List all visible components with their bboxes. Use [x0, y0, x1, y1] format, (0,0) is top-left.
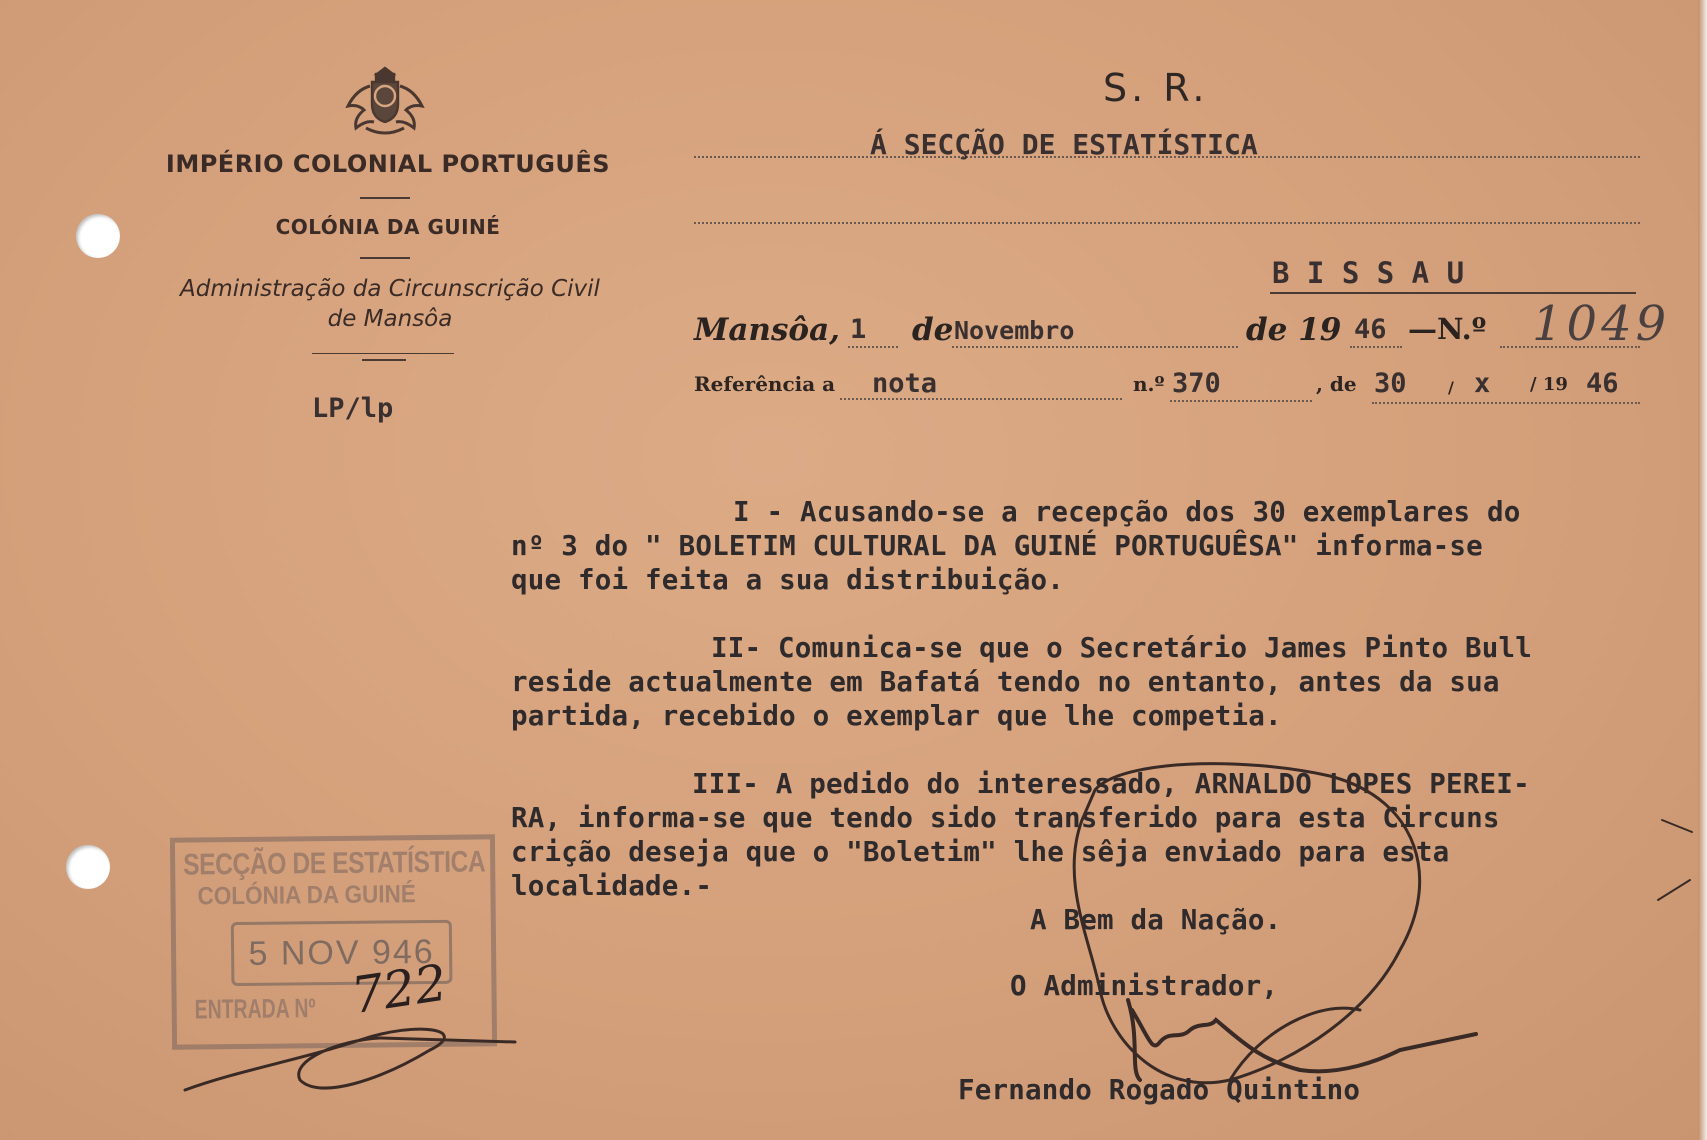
stamp-section: SECÇÃO DE ESTATÍSTICA	[183, 845, 486, 882]
reference-month: x	[1474, 368, 1491, 399]
reference-day: 30	[1374, 368, 1407, 399]
salutation: S. R.	[1103, 66, 1209, 110]
reference-type: nota	[872, 368, 938, 399]
signature	[1128, 1000, 1476, 1080]
paragraph-3-line: localidade.-	[511, 870, 713, 902]
slash: /	[1448, 378, 1454, 397]
stamp-date: 5 NOV 946	[231, 920, 453, 986]
oval-pen-mark	[1074, 764, 1420, 1083]
reference-number: 370	[1172, 368, 1221, 399]
stamp-entry-number: 722	[347, 953, 451, 1026]
number-label: —N.º	[1408, 312, 1487, 346]
document-number: 1049	[1532, 296, 1671, 352]
signatory-title: O Administrador,	[1010, 970, 1279, 1002]
reference-no-label: n.º	[1133, 372, 1165, 396]
empire-heading: IMPÉRIO COLONIAL PORTUGUÊS	[165, 150, 611, 178]
stamp-entry-label: ENTRADA Nº	[194, 993, 316, 1025]
initials: LP/lp	[312, 393, 394, 424]
reference-year-prefix: / 19	[1530, 374, 1568, 395]
day: 1	[850, 314, 867, 345]
reference-label: Referência a	[694, 372, 836, 396]
reference-year: 46	[1586, 368, 1619, 399]
reference-de-label: , de	[1316, 372, 1357, 396]
paragraph-3-line: RA, informa-se que tendo sido transferido para esta Circuns	[511, 802, 1500, 834]
year-label: de 19	[1246, 312, 1342, 348]
signatory-name: Fernando Rogado Quintino	[958, 1074, 1361, 1106]
year: 46	[1354, 314, 1387, 345]
right-edge-mark	[1662, 820, 1692, 832]
administration-line-1: Administração da Circunscrição Civil	[180, 276, 600, 302]
paragraph-2-line: II- Comunica-se que o Secretário James Pinto Bull	[711, 632, 1533, 664]
paragraph-3-line: III- A pedido do interessado, ARNALDO LOPES PEREI-	[692, 768, 1530, 800]
paragraph-1-line: I - Acusando-se a recepção dos 30 exemplares do	[733, 496, 1521, 528]
right-edge-mark	[1658, 880, 1690, 900]
paragraph-1-line: nº 3 do " BOLETIM CULTURAL DA GUINÉ PORTUGUÊSA" informa-se	[511, 530, 1483, 562]
month: Novembro	[954, 316, 1075, 345]
paragraph-2-line: partida, recebido o exemplar que lhe competia.	[511, 700, 1282, 732]
colony-heading: COLÓNIA DA GUINÉ	[275, 215, 501, 239]
closing-motto: A Bem da Nação.	[1030, 904, 1282, 936]
addressee: Á SECÇÃO DE ESTATÍSTICA	[870, 128, 1258, 161]
de-label: de	[912, 312, 954, 348]
paragraph-1-line: que foi feita a sua distribuição.	[511, 564, 1064, 596]
stamp-scribble	[185, 1029, 515, 1090]
paragraph-3-line: crição deseja que o "Boletim" lhe sêja enviado para esta	[511, 836, 1450, 868]
place: Mansôa,	[694, 312, 840, 348]
administration-line-2: de Mansôa	[327, 306, 453, 332]
destination-city: B I S S A U	[1272, 256, 1465, 290]
paragraph-2-line: reside actualmente em Bafatá tendo no entanto, antes da sua	[511, 666, 1500, 698]
stamp-colony: COLÓNIA DA GUINÉ	[197, 880, 416, 911]
